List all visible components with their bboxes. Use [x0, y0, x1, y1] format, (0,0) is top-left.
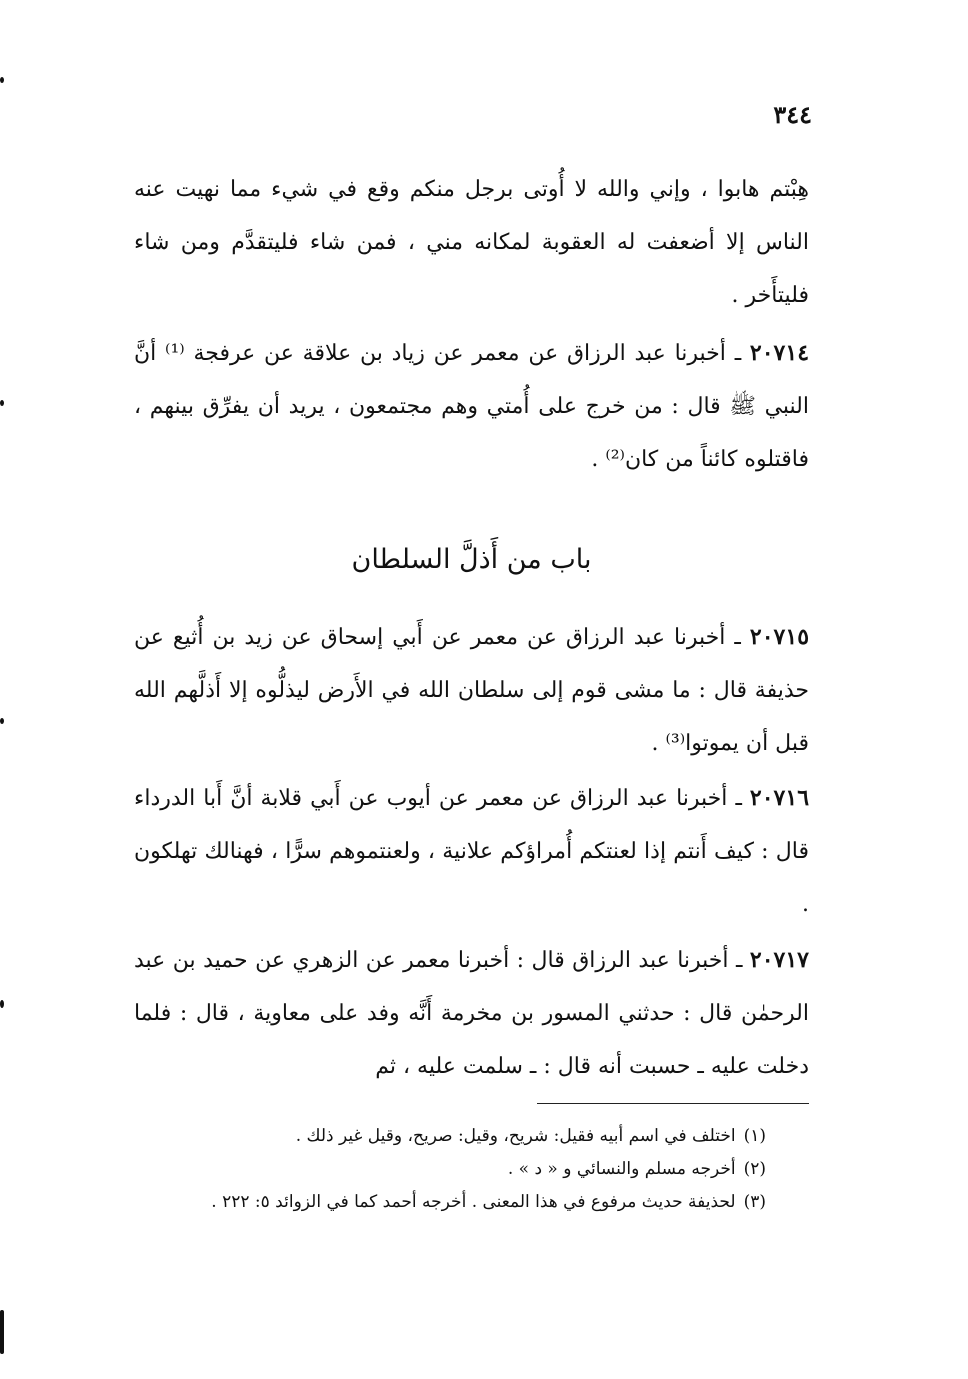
hadith-number: ٢٠٧١٥ [749, 624, 810, 650]
footnotes [134, 1120, 766, 1219]
footnote [134, 1186, 766, 1219]
footnote-text: اختلف في اسم أبيه فقيل: شريح، وقيل: صريح، وقيل غير ذلك . [295, 1126, 736, 1146]
paragraph-text: هِبْتم هابوا ، وإني والله لا أُوتى برجل منكم وقع في شيء مما نهيت عنه الناس إلا أضعفت له العقوبة لمكانه مني ، فمن شاء فليتقدَّم ومن شاء فليتأَخر . [134, 177, 809, 308]
scan-speck [0, 718, 4, 724]
scan-speck [0, 1310, 4, 1354]
footnote-text: لحذيفة حديث مرفوع في هذا المعنى . أخرجه أحمد كما في الزوائد ٥: ٢٢٢ . [211, 1192, 736, 1212]
hadith-paragraph [134, 934, 809, 1093]
scan-speck [0, 400, 4, 406]
paragraph-continuation [134, 163, 809, 322]
dash-separator: ـ [735, 948, 743, 973]
hadith-number: ٢٠٧١٦ [749, 785, 810, 811]
footnote-divider [537, 1103, 809, 1104]
scan-speck [0, 77, 4, 83]
footnote-marker: (٢) [743, 1159, 766, 1179]
hadith-text: أخبرنا عبد الرزاق عن معمر عن زياد بن علاقة عن عرفجة ⁽¹⁾ أنَّ النبي ﷺ قال : من خرج على أُمتي وهم مجتمعون ، يريد أن يفرِّق بينهم ، فاقتلوه كائناً من كان⁽²⁾ . [134, 341, 809, 472]
dash-separator: ـ [734, 625, 741, 650]
hadith-text: أخبرنا عبد الرزاق عن معمر عن أَبي إسحاق عن زيد بن أُثيع عن حذيفة قال : ما مشى قوم إلى سلطان الله في الأَرض ليذلُّوه إلا أَذلَّهم الله قبل أن يموتوا⁽³⁾ . [134, 625, 809, 756]
hadith-paragraph [134, 327, 809, 486]
page-number: ٣٤٤ [773, 100, 812, 129]
footnote [134, 1153, 766, 1186]
hadith-number: ٢٠٧١٧ [749, 947, 809, 973]
footnote [134, 1120, 766, 1153]
hadith-paragraph [134, 611, 809, 770]
footnote-marker: (٣) [743, 1192, 766, 1212]
hadith-paragraph [134, 772, 809, 931]
hadith-text: أخبرنا عبد الرزاق قال : أخبرنا معمر عن الزهري عن حميد بن عبد الرحمٰن قال : حدثني المسور بن مخرمة أَنَّه وفد على معاوية ، قال : فلما دخلت عليه ـ حسبت أنه قال : ـ سلمت عليه ، ثم [134, 948, 809, 1079]
footnote-marker: (١) [743, 1126, 766, 1146]
footnote-text: أخرجه مسلم والنسائي و « د » . [507, 1159, 736, 1179]
chapter-heading: باب من أَذلَّ السلطان [351, 544, 592, 575]
dash-separator: ـ [734, 341, 742, 366]
dash-separator: ـ [735, 786, 742, 811]
hadith-text: أخبرنا عبد الرزاق عن معمر عن أيوب عن أَبي قلابة أنَّ أَبا الدرداء قال : كيف أَنتم إذا لعنتكم أُمراؤكم علانية ، ولعنتموهم سرًّا ، فهنالك تهلكون . [134, 786, 809, 917]
scan-speck [0, 1000, 4, 1008]
hadith-number: ٢٠٧١٤ [749, 340, 810, 366]
